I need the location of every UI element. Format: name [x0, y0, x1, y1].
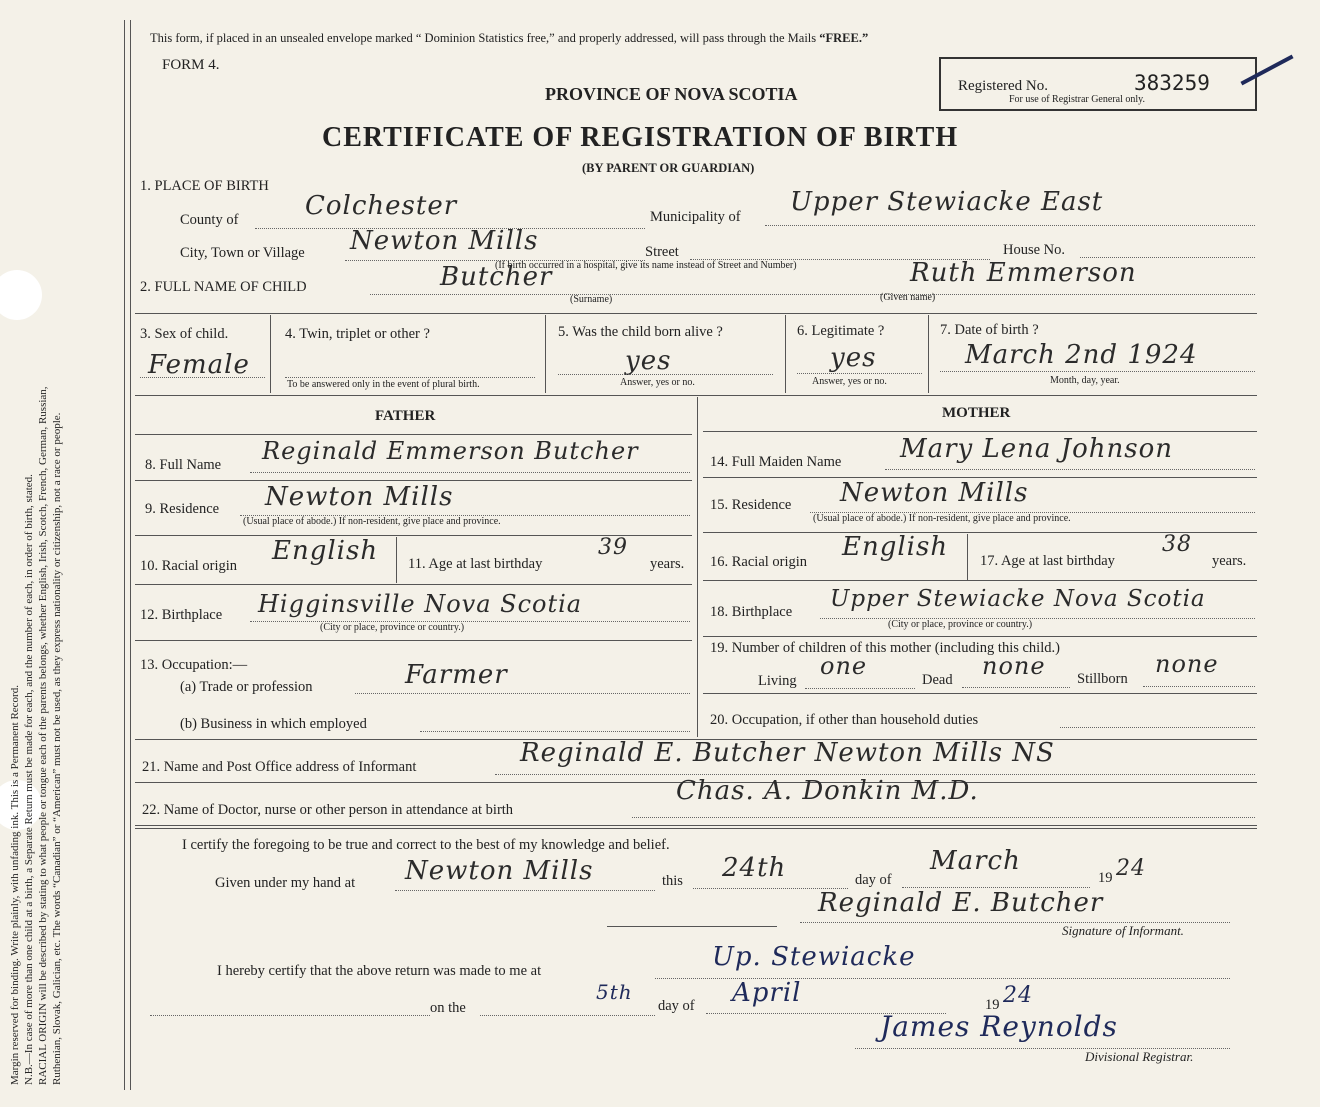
registrar-month: April [732, 978, 802, 1008]
father-residence-value: Newton Mills [265, 482, 454, 512]
binding-margin-line [124, 20, 125, 1090]
mother-age-value: 38 [1162, 532, 1192, 557]
living-value: one [820, 652, 868, 680]
mother-racial-label: 16. Racial origin [710, 554, 808, 570]
signature-informant-label: Signature of Informant. [1062, 923, 1184, 938]
dob-label: 7. Date of birth ? [940, 322, 1039, 338]
given-under-label: Given under my hand at [215, 875, 356, 891]
mail-notice-text: This form, if placed in an unsealed envelope marked “ Dominion Statistics free,” and properly addressed, will pass through the Mails [150, 31, 820, 45]
father-name-label: 8. Full Name [145, 457, 222, 473]
registrar-year-prefix: 19 [985, 997, 1000, 1013]
dead-value: none [982, 652, 1046, 680]
child-name-label: 2. FULL NAME OF CHILD [140, 279, 307, 295]
sex-value: Female [148, 350, 250, 380]
certify-month: March [930, 846, 1021, 876]
certify-dayof-label: day of [855, 872, 892, 888]
father-years-label: years. [650, 556, 685, 572]
child-given-name: Ruth Emmerson [910, 258, 1137, 288]
father-birthplace-note: (City or place, province or country.) [320, 622, 465, 633]
stillborn-value: none [1155, 650, 1219, 678]
legitimate-label: 6. Legitimate ? [797, 323, 885, 339]
mother-residence-label: 15. Residence [710, 497, 792, 513]
born-alive-label: 5. Was the child born alive ? [558, 324, 723, 340]
children-count-label: 19. Number of children of this mother (including this child.) [710, 640, 1060, 656]
registered-box [939, 57, 1257, 111]
registrar-statement: I hereby certify that the above return was made to me at [217, 963, 542, 979]
informant-signature: Reginald E. Butcher [818, 888, 1104, 918]
mother-heading: MOTHER [942, 405, 1011, 421]
father-age-label: 11. Age at last birthday [408, 556, 543, 572]
form-number: FORM 4. [162, 57, 220, 73]
city-value: Newton Mills [350, 226, 539, 256]
certify-year-prefix: 19 [1098, 870, 1113, 886]
certify-day: 24th [722, 853, 787, 883]
registered-label: Registered No. [958, 78, 1048, 94]
registrar-dayof-label: day of [658, 998, 695, 1014]
mother-residence-value: Newton Mills [840, 478, 1029, 508]
informant-label: 21. Name and Post Office address of Informant [142, 759, 417, 775]
twin-note: To be answered only in the event of plural birth. [287, 379, 480, 390]
mother-birthplace-value: Upper Stewiacke Nova Scotia [830, 586, 1206, 612]
municipality-label: Municipality of [650, 209, 741, 225]
father-residence-note: (Usual place of abode.) If non-resident, give place and province. [243, 516, 501, 527]
trade-value: Farmer [405, 660, 508, 690]
mother-name-value: Mary Lena Johnson [900, 434, 1173, 464]
certificate-subtitle: (BY PARENT OR GUARDIAN) [582, 161, 755, 175]
binding-margin-line-2 [130, 20, 131, 1090]
dead-label: Dead [922, 672, 953, 688]
given-name-note: (Given name) [880, 292, 936, 303]
mother-occupation-label: 20. Occupation, if other than household duties [710, 712, 979, 728]
dob-value: March 2nd 1924 [965, 340, 1198, 370]
registrar-year-suffix: 24 [1003, 983, 1033, 1008]
divisional-registrar-label: Divisional Registrar. [1085, 1049, 1194, 1064]
father-name-value: Reginald Emmerson Butcher [262, 437, 639, 465]
mail-notice [150, 31, 868, 46]
father-racial-value: English [272, 536, 379, 566]
mother-name-label: 14. Full Maiden Name [710, 454, 842, 470]
father-birthplace-label: 12. Birthplace [140, 607, 223, 623]
legitimate-value: yes [830, 343, 877, 373]
legitimate-note: Answer, yes or no. [812, 376, 887, 387]
parents-divider [697, 397, 698, 737]
mother-age-label: 17. Age at last birthday [980, 553, 1115, 569]
margin-line-4: Ruthenian, Slovak, Galician, etc. The words “Canadian” or “American” must not be used, as they express nationality or citizenship, not a race or people. [51, 412, 63, 1085]
county-label: County of [180, 212, 239, 228]
house-no-label: House No. [1003, 242, 1066, 258]
street-label: Street [645, 244, 679, 260]
mail-notice-free: “FREE.” [819, 31, 869, 45]
trade-label: (a) Trade or profession [180, 679, 313, 695]
certify-statement: I certify the foregoing to be true and correct to the best of my knowledge and belief. [182, 837, 670, 853]
city-label: City, Town or Village [180, 245, 305, 261]
father-birthplace-value: Higginsville Nova Scotia [258, 590, 583, 618]
business-label: (b) Business in which employed [180, 716, 367, 732]
occupation-label: 13. Occupation:— [140, 657, 248, 673]
doctor-label: 22. Name of Doctor, nurse or other person in attendance at birth [142, 802, 514, 818]
certify-year-suffix: 24 [1116, 856, 1146, 881]
sex-label: 3. Sex of child. [140, 326, 229, 342]
doctor-value: Chas. A. Donkin M.D. [676, 776, 979, 806]
mother-racial-value: English [842, 532, 949, 562]
living-label: Living [758, 673, 797, 689]
margin-line-3: RACIAL ORIGIN will be described by stating to what people or tongue each of the parents belongs, whether English, Irish, Scotch, French, German, Russian, [37, 386, 49, 1085]
margin-notes [8, 15, 64, 1085]
registrar-on-label: on the [430, 1000, 466, 1016]
born-alive-value: yes [625, 346, 672, 376]
mother-birthplace-label: 18. Birthplace [710, 604, 793, 620]
twin-label: 4. Twin, triplet or other ? [285, 326, 430, 342]
father-racial-label: 10. Racial origin [140, 558, 238, 574]
county-value: Colchester [305, 191, 458, 221]
father-age-value: 39 [598, 535, 628, 560]
hospital-note: (If birth occurred in a hospital, give its name instead of Street and Number) [495, 260, 797, 271]
registrar-place: Up. Stewiacke [712, 942, 916, 972]
mother-years-label: years. [1212, 553, 1247, 569]
margin-line-1: Margin reserved for binding. Write plainly, with unfading ink. This is a Permanent Record. [9, 685, 21, 1085]
born-alive-note: Answer, yes or no. [620, 377, 695, 388]
certify-this-label: this [662, 873, 683, 889]
stillborn-label: Stillborn [1077, 671, 1128, 687]
province-heading: PROVINCE OF NOVA SCOTIA [545, 84, 798, 104]
mother-birthplace-note: (City or place, province or country.) [888, 619, 1033, 630]
child-surname: Butcher [440, 262, 553, 292]
certificate-title: CERTIFICATE OF REGISTRATION OF BIRTH [322, 122, 959, 153]
dob-note: Month, day, year. [1050, 375, 1120, 386]
place-of-birth-label: 1. PLACE OF BIRTH [140, 178, 269, 194]
father-residence-label: 9. Residence [145, 501, 220, 517]
registrar-signature: James Reynolds [880, 1010, 1118, 1043]
surname-note: (Surname) [570, 294, 613, 305]
municipality-value: Upper Stewiacke East [790, 187, 1104, 217]
registrar-note: For use of Registrar General only. [1009, 94, 1145, 105]
father-heading: FATHER [375, 408, 436, 424]
registrar-day: 5th [596, 980, 633, 1004]
registered-number: 383259 [1134, 71, 1210, 95]
certify-place: Newton Mills [405, 856, 594, 886]
mother-residence-note: (Usual place of abode.) If non-resident, give place and province. [813, 513, 1071, 524]
margin-line-2: N.B.—In case of more than one child at a birth, a Separate Return must be made for each, and the number of each, in order of birth, stated. [23, 474, 35, 1085]
informant-value: Reginald E. Butcher Newton Mills NS [520, 738, 1055, 768]
